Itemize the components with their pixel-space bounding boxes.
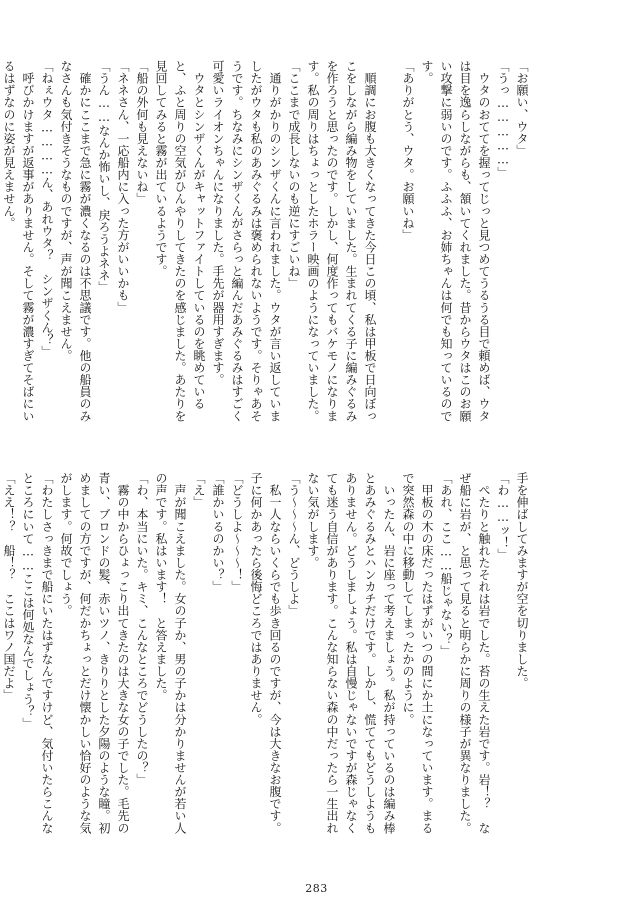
text-line: 確かにここまで急に霧が濃くなるのは不思議です。他の船員のみ [78,60,92,422]
text-line: 「ねぇウタ…………ん、あれウタ？ シンザくん？」 [40,60,54,358]
text-line: 可愛いライオンちゃんになりました。手先が器用すぎます。 [211,60,225,386]
text-line: す。私の周りはちょっとしたホラー映画のようになっていました。 [306,60,320,422]
text-line: ありません。どうしましょう。私は自慢じゃないですが森じゃなく [344,472,358,834]
text-line: 見回してみると霧が出ているようです。 [154,60,168,278]
text-line: 「ここまで成長しないのも逆にすごいね」 [287,60,301,290]
text-line: 「ありがとう、ウタ。お願いね」 [401,60,415,241]
text-line: ても迷う自信があります。こんな知らない森の中だったら一生出れ [325,472,339,834]
text-line: いったん、岩に座って考えましょう。私が持っているのは編み棒 [382,472,396,834]
text-line: 私一人ならいくらでも歩き回るのですが、今は大きなお腹です。 [268,472,282,834]
text-line: こをしながら編み物をしていました。生まれてくる子に編みぐるみ [344,60,358,422]
lower-text-column [2,472,531,872]
text-line: ぺたりと触れたそれは岩でした。苔の生えた岩です。岩！？ な [477,472,491,834]
text-line: 「わたしさっきまで船にいたはずなんですけど、気付いたらこんな [40,472,54,834]
text-line: るはずなのに姿が見えません。 [2,60,16,229]
text-line: 青い、ブロンドの髪、赤いツノ、きりりとした夕陽のような瞳。初 [97,472,111,834]
text-line: 「あれ、ここ……船じゃない？」 [439,472,453,657]
text-line: ウタのおててを握ってじっと見つめてうるうる目で頼めば、ウタ [477,60,491,422]
text-line: 「え」 [192,472,206,509]
text-line: ぜ船に岩が、と思って見ると明らかに周りの様子が異なりました。 [458,472,472,834]
text-line: す。 [420,60,434,85]
text-line: 「わ、本当にいた。キミ、こんなところでどうしたの？」 [135,472,149,786]
text-line: 通りがかりのシンザくんに言われました。ウタが言い返していま [268,60,282,422]
text-line: 声が聞こえました。女の子か、男の子かは分かりませんが若い人 [173,472,187,834]
text-line: 「船の外何も見えないね」 [135,60,149,205]
text-line: したがウタも私のあみぐるみは褒められないようです。そりゃあそ [249,60,263,422]
text-line: 「うっ……………」 [496,60,510,179]
text-line: 呼びかけますが返事がありません。そして霧が濃すぎてそばにい [21,60,35,422]
text-line: は目を逸らしながらも、頷いてくれました。昔からウタはこのお願 [458,60,472,422]
text-line: 順調にお腹も大きくなってきた今日この頃、私は甲板で日向ぼっ [363,60,377,422]
text-line: 「ネネさん、一応船内に入った方がいいかも」 [116,60,130,314]
text-line: の声です。私はいます！ と答えました。 [154,472,168,702]
text-line: 霧の中からひょっこり出てきたのは大きな女の子でした。毛先の [116,472,130,834]
page-number: 283 [305,882,328,895]
text-line: を作ろうと思ったのです。しかし、何度作ってもバケモノになりま [325,60,339,422]
text-line: ところにいて……ここは何処なんでしょう？」 [21,472,35,730]
text-line: 「誰かいるのかい？」 [211,472,225,593]
text-line: い攻撃に弱いのです。ふふふ、お姉ちゃんは何でも知っているので [439,60,453,422]
text-line: ない気がします。 [306,472,320,569]
text-line: とあみぐるみとハンカチだけです。しかし、慌ててもどうしようも [363,472,377,834]
text-line: ウタとシンザくんがキャットファイトしているのを眺めている [192,60,206,410]
text-line: 手を伸ばしてみますが空を切りました。 [515,472,529,690]
text-line: めましての方ですが、何だかちょっとだけ懐かしい恰好のような気 [78,472,92,834]
text-line: 「う〜〜〜ん、どうしよ」 [287,472,301,617]
text-line: 「ええ！？ 船！？ ここはワノ国だよ」 [2,472,16,702]
text-line: 子に何かあったら後悔どころではありません。 [249,472,263,726]
text-line: 甲板の木の床だったはずがいつの間にか土になっています。まる [420,472,434,834]
text-line: で突然森の中に移動してしまったかのように。 [401,472,415,726]
text-line: なさんも気付きそうなものですが、声が聞こえません。 [59,60,73,362]
text-line: 「どうしよ〜〜〜！」 [230,472,244,593]
text-line: 「お願い、ウタ」 [515,60,529,157]
text-line [379,60,398,456]
upper-text-column [2,60,531,456]
text-line: がします。何故でしょう。 [59,472,73,617]
text-line: うです。ちなみにシンザくんがさらっと編んだあみぐるみはすごく [230,60,244,422]
text-line: と、ふと周りの空気がひんやりしてきたのを感じました。あたりを [173,60,187,422]
text-line: 「わ……ッ！」 [496,472,510,561]
text-line: 「うん……なんか怖いし、戻ろうよネネ」 [97,60,111,294]
